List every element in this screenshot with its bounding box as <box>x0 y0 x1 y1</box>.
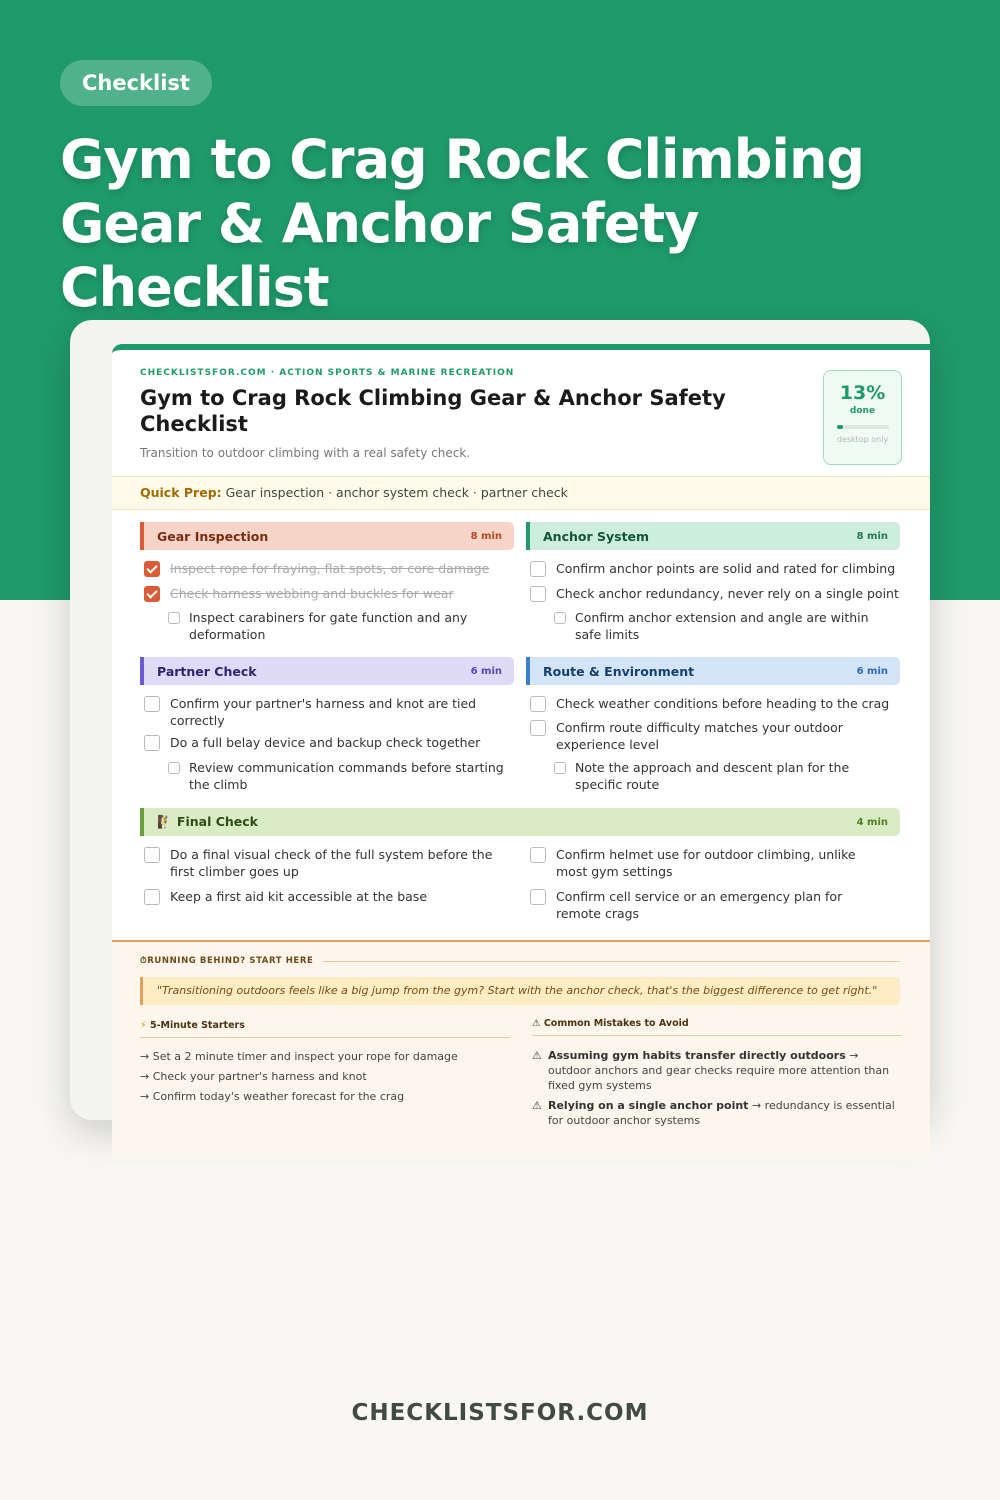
checklist-subitem[interactable] <box>168 759 504 793</box>
item-label: Review communication commands before starting the climb <box>189 760 504 792</box>
checklist-item[interactable] <box>530 888 880 922</box>
checklist-item[interactable] <box>530 719 870 753</box>
item-label: Inspect rope for fraying, flat spots, or core damage <box>170 561 490 576</box>
quick-prep <box>112 476 930 510</box>
footer-site-name[interactable]: CHECKLISTSFOR.COM <box>351 1400 649 1426</box>
climber-icon: 🧗 <box>157 814 177 829</box>
category-badge: Checklist <box>60 60 212 106</box>
tip-quote: "Transitioning outdoors feels like a big jump from the gym? Start with the anchor check, that's the biggest difference to get right." <box>140 977 900 1005</box>
checklist-item[interactable] <box>144 585 514 602</box>
section-title: Anchor System <box>543 528 650 544</box>
checklist-item[interactable] <box>144 888 509 905</box>
item-label: Confirm route difficulty matches your outdoor experience level <box>556 720 843 752</box>
running-behind-panel <box>112 940 930 1160</box>
checkbox[interactable] <box>530 720 546 736</box>
section-header <box>140 808 900 836</box>
mistakes-heading: ⚠ Common Mistakes to Avoid <box>532 1018 902 1036</box>
section-time: 6 min <box>470 665 502 677</box>
progress-widget <box>823 370 902 465</box>
section-title: Route & Environment <box>543 663 695 679</box>
section-route-environment <box>526 657 900 685</box>
checkbox[interactable] <box>530 561 546 577</box>
section-anchor-system <box>526 522 900 550</box>
lightning-icon: ⚡ <box>140 1020 150 1031</box>
mistake-item: ⚠ Relying on a single anchor point → redundancy is essential for outdoor anchor systems <box>532 1099 895 1127</box>
running-behind-label: ⏱ RUNNING BEHIND? START HERE <box>140 956 900 966</box>
checkbox-checked[interactable] <box>144 586 160 602</box>
checkbox[interactable] <box>168 612 180 624</box>
section-title: Final Check <box>176 814 258 829</box>
item-label: Do a final visual check of the full system before the first climber goes up <box>170 847 493 879</box>
checkbox[interactable] <box>144 889 160 905</box>
section-time: 6 min <box>856 665 888 677</box>
checklist-sheet <box>112 344 930 1144</box>
section-title: Gear Inspection <box>157 528 269 544</box>
checklist-item[interactable] <box>144 846 509 880</box>
warning-icon: ⚠ <box>532 1049 542 1062</box>
item-label: Check harness webbing and buckles for wear <box>170 586 454 601</box>
item-label: Check anchor redundancy, never rely on a single point <box>556 586 899 601</box>
checklist-item[interactable] <box>530 846 880 880</box>
section-time: 4 min <box>856 816 888 828</box>
progress-percent: 13% <box>839 382 886 404</box>
item-label: Confirm helmet use for outdoor climbing, unlike most gym settings <box>556 847 856 879</box>
warning-icon: ⚠ <box>532 1099 542 1112</box>
checklist-item[interactable] <box>530 560 900 577</box>
progress-bar-fill <box>837 425 844 429</box>
item-label: Confirm anchor extension and angle are within safe limits <box>575 610 869 642</box>
checkbox[interactable] <box>554 762 566 774</box>
sheet-subtitle: Transition to outdoor climbing with a real safety check. <box>140 446 471 460</box>
checklist-item[interactable] <box>144 734 514 751</box>
checklist-item[interactable] <box>144 560 514 577</box>
progress-note: desktop only <box>836 435 889 444</box>
item-label: Check weather conditions before heading to the crag <box>556 696 890 711</box>
checkbox[interactable] <box>554 612 566 624</box>
checklist-item[interactable] <box>530 695 900 712</box>
checklist-subitem[interactable] <box>554 759 894 793</box>
progress-bar <box>837 425 889 429</box>
checklist-item[interactable] <box>144 695 494 729</box>
sheet-header <box>112 350 930 476</box>
hero-title: Gym to Crag Rock Climbing Gear & Anchor Safety Checklist <box>60 128 865 319</box>
site-kicker: CHECKLISTSFOR.COM · ACTION SPORTS & MARINE RECREATION <box>140 368 515 378</box>
mistake-item: ⚠ Assuming gym habits transfer directly outdoors → outdoor anchors and gear checks require more attention than fixed gym systems <box>532 1049 890 1092</box>
checkbox[interactable] <box>144 735 160 751</box>
checkbox[interactable] <box>530 696 546 712</box>
checkbox[interactable] <box>144 696 160 712</box>
checkbox[interactable] <box>530 847 546 863</box>
checkbox[interactable] <box>168 762 180 774</box>
section-header <box>526 657 900 685</box>
section-partner-check <box>140 657 514 685</box>
checkbox[interactable] <box>530 586 546 602</box>
section-title: Partner Check <box>157 663 257 679</box>
item-label: Inspect carabiners for gate function and any deformation <box>189 610 468 642</box>
section-final-check <box>140 808 900 836</box>
item-label: Confirm your partner's harness and knot are tied correctly <box>170 696 477 728</box>
item-label: Confirm cell service or an emergency plan for remote crags <box>556 889 843 921</box>
checkbox[interactable] <box>144 847 160 863</box>
starter-item: → Confirm today's weather forecast for the crag <box>140 1090 405 1103</box>
section-header <box>140 522 514 550</box>
checklist-subitem[interactable] <box>554 609 894 643</box>
checklist-subitem[interactable] <box>168 609 498 643</box>
checkbox-checked[interactable] <box>144 561 160 577</box>
section-time: 8 min <box>470 530 502 542</box>
item-label: Do a full belay device and backup check together <box>170 735 481 750</box>
progress-done-label: done <box>849 406 876 416</box>
warning-icon: ⚠ <box>532 1018 544 1029</box>
starter-item: → Check your partner's harness and knot <box>140 1070 367 1083</box>
timer-icon: ⏱ <box>140 956 148 966</box>
starter-item: → Set a 2 minute timer and inspect your rope for damage <box>140 1050 458 1063</box>
quick-prep-text: Gear inspection · anchor system check · partner check <box>225 485 568 500</box>
section-time: 8 min <box>856 530 888 542</box>
sheet-title: Gym to Crag Rock Climbing Gear & Anchor Safety Checklist <box>140 386 726 436</box>
section-header <box>526 522 900 550</box>
checkbox[interactable] <box>530 889 546 905</box>
starters-heading: ⚡ 5-Minute Starters <box>140 1020 510 1038</box>
preview-frame <box>70 320 930 1127</box>
item-label: Confirm anchor points are solid and rated for climbing <box>556 561 896 576</box>
section-header <box>140 657 514 685</box>
section-gear-inspection <box>140 522 514 550</box>
checklist-item[interactable] <box>530 585 900 602</box>
item-label: Keep a first aid kit accessible at the base <box>170 889 428 904</box>
item-label: Note the approach and descent plan for the specific route <box>575 760 850 792</box>
quick-prep-label: Quick Prep: <box>140 485 222 500</box>
